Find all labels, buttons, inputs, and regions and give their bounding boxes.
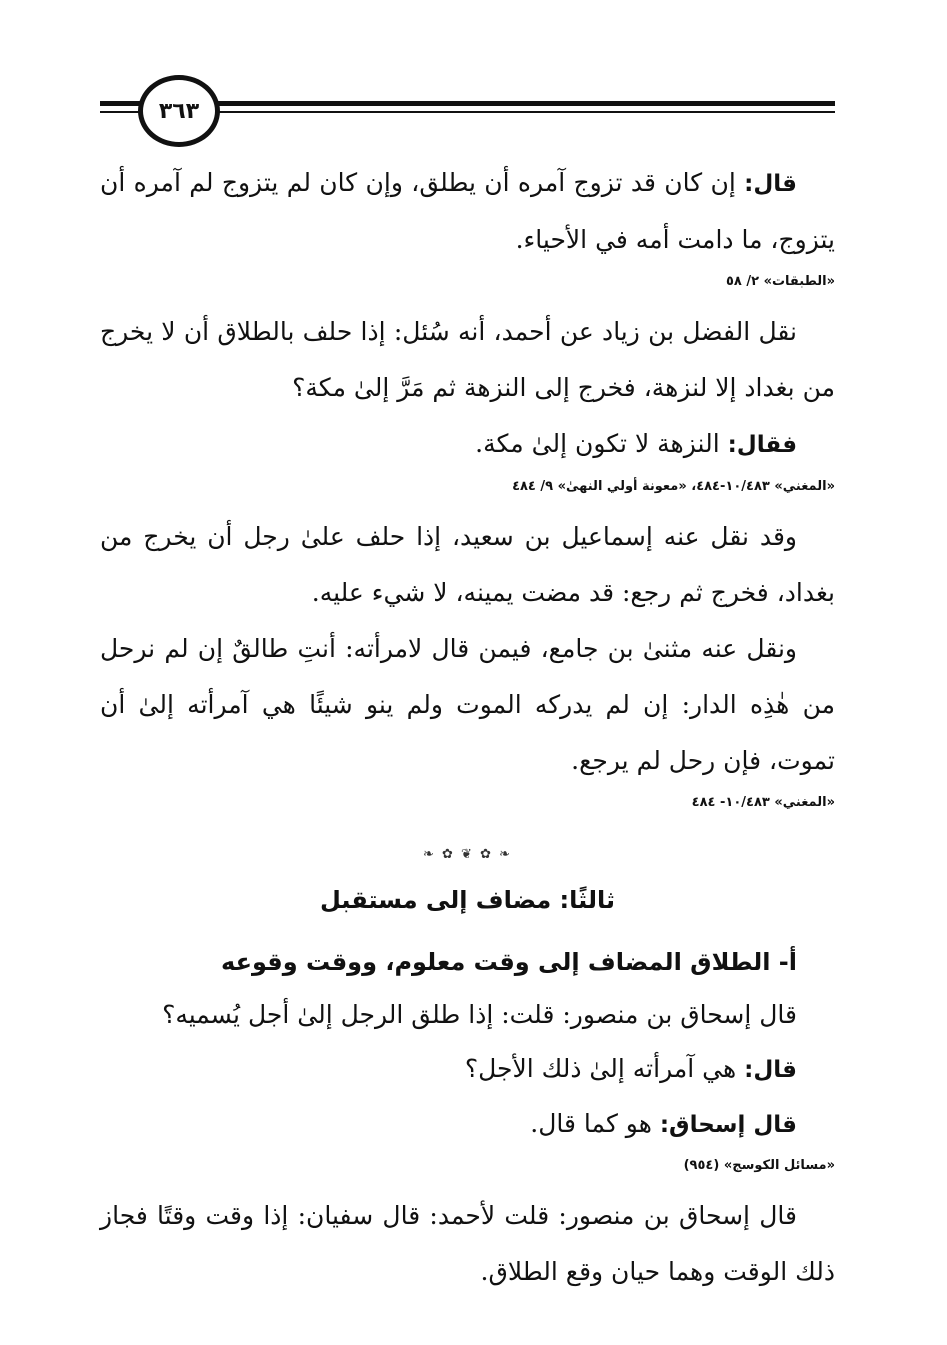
citation: «الطبقات» ٢/ ٥٨	[725, 274, 835, 289]
paragraph-text: قال إسحاق بن منصور: قلت لأحمد: قال سفيان: إذا وقت وقتًا فجاز ذلك الوقت وهما حيان وقع الطلاق.	[100, 1201, 835, 1286]
speaker-label: قال:	[744, 171, 797, 197]
citation: «المغني» ١٠/٤٨٣- ٤٨٤	[691, 795, 835, 810]
paragraph	[100, 304, 835, 416]
subsection-title: أ- الطلاق المضاف إلى وقت معلوم، ووقت وقوعه	[221, 948, 797, 976]
page-number: ٣٦٣	[138, 75, 220, 147]
paragraph-text: إن كان قد تزوج آمره أن يطلق، وإن كان لم يتزوج لم آمره أن يتزوج، ما دامت أمه في الأحياء.	[100, 168, 835, 254]
question-line: قال إسحاق بن منصور: قلت: إذا طلق الرجل إلىٰ أجل يُسميه؟	[162, 1000, 797, 1029]
speaker-label: فقال:	[727, 432, 797, 458]
paragraph	[100, 1188, 835, 1300]
answer-text: هي آمرأته إلىٰ ذلك الأجل؟	[464, 1054, 745, 1083]
header-rule	[210, 101, 835, 106]
paragraph	[100, 509, 835, 621]
paragraph-text: نقل الفضل بن زياد عن أحمد، أنه سُئل: إذا حلف بالطلاق أن لا يخرج من بغداد إلا لنزهة، فخرج إلى النزهة ثم مَرَّ إلىٰ مكة؟	[100, 317, 835, 402]
header-rule-thin	[210, 111, 835, 113]
section-divider-ornament: ❧ ✿ ❦ ✿ ❧	[423, 847, 512, 862]
paragraph-text: وقد نقل عنه إسماعيل بن سعيد، إذا حلف علىٰ رجل أن يخرج من بغداد، فخرج ثم رجع: قد مضت يمينه، لا شيء عليه.	[100, 522, 835, 607]
paragraph	[100, 621, 835, 789]
paragraph	[100, 416, 835, 473]
header-rule-left	[100, 101, 140, 106]
citation: «مسائل الكوسج» (٩٥٤)	[683, 1158, 835, 1173]
speaker-label: قال إسحاق:	[659, 1112, 797, 1138]
page-header	[100, 75, 835, 145]
page-body	[100, 155, 835, 1300]
answer-line	[100, 1042, 835, 1097]
citation: «المغني» ١٠/٤٨٣-٤٨٤، «معونة أولي النهىٰ» ٩/ ٤٨٤	[512, 479, 835, 494]
answer-line	[100, 1097, 835, 1152]
speaker-label: قال:	[744, 1057, 797, 1083]
paragraph-text: ونقل عنه مثنىٰ بن جامع، فيمن قال لامرأته: أنتِ طالقٌ إن لم نرحل من هٰذِه الدار: إن لم يدركه الموت ولم ينو شيئًا هي آمرأته إلىٰ أن تموت، فإن رحل لم يرجع.	[100, 634, 835, 775]
answer-text: هو كما قال.	[530, 1109, 660, 1138]
paragraph	[100, 155, 835, 268]
header-rule-left-thin	[100, 111, 140, 113]
section-title: ثالثًا: مضاف إلى مستقبل	[320, 886, 615, 914]
paragraph-text: النزهة لا تكون إلىٰ مكة.	[475, 429, 728, 458]
